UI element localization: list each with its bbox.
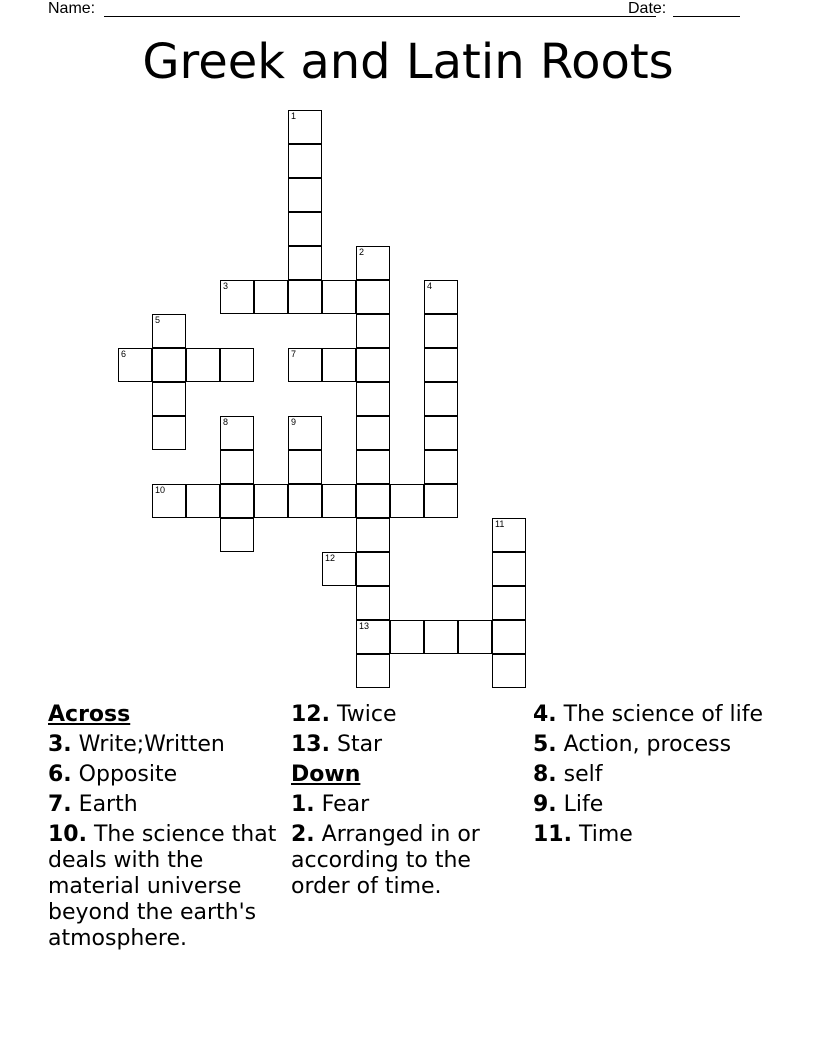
grid-cell[interactable] — [288, 484, 322, 518]
grid-cell[interactable] — [424, 314, 458, 348]
grid-cell[interactable] — [356, 484, 390, 518]
grid-cell[interactable] — [288, 212, 322, 246]
clue-down-1: 1. Fear — [291, 792, 370, 817]
clue-column-3 — [533, 702, 768, 852]
clue-across-7: 7. Earth — [48, 792, 138, 817]
clue-down-5: 5. Action, process — [533, 732, 732, 757]
grid-cell[interactable] — [186, 348, 220, 382]
grid-cell[interactable] — [288, 110, 322, 144]
grid-cell[interactable] — [356, 518, 390, 552]
grid-cell[interactable] — [424, 620, 458, 654]
grid-cell[interactable] — [288, 348, 322, 382]
clue-down-2: 2. Arranged in or according to the order of time. — [291, 822, 480, 899]
name-label: Name: — [48, 0, 96, 17]
grid-cell[interactable] — [356, 314, 390, 348]
across-heading: Across — [48, 702, 131, 727]
clue-across-12: 12. Twice — [291, 702, 397, 727]
clue-number: 1 — [291, 111, 297, 121]
grid-cell[interactable] — [458, 620, 492, 654]
clue-down-11: 11. Time — [533, 822, 633, 847]
clue-number: 2 — [359, 247, 365, 257]
grid-cell[interactable] — [424, 450, 458, 484]
clue-column-2 — [291, 702, 526, 904]
clue-number: 5 — [155, 315, 161, 325]
grid-cell[interactable] — [424, 348, 458, 382]
grid-cell[interactable] — [254, 484, 288, 518]
grid-cell[interactable] — [322, 484, 356, 518]
clue-across-10: 10. The science that deals with the material universe beyond the earth's atmosphere. — [48, 822, 277, 951]
grid-cell[interactable] — [424, 280, 458, 314]
grid-cell[interactable] — [356, 280, 390, 314]
clue-column-1 — [48, 702, 283, 956]
date-label: Date: — [628, 0, 667, 17]
grid-cell[interactable] — [322, 348, 356, 382]
grid-cell[interactable] — [220, 518, 254, 552]
grid-cell[interactable] — [152, 348, 186, 382]
grid-cell[interactable] — [220, 484, 254, 518]
grid-cell[interactable] — [492, 552, 526, 586]
clue-down-4: 4. The science of life — [533, 702, 764, 727]
grid-cell[interactable] — [118, 348, 152, 382]
page-title: Greek and Latin Roots — [142, 34, 674, 90]
down-heading: Down — [291, 762, 361, 787]
grid-cell[interactable] — [356, 620, 390, 654]
grid-cell[interactable] — [356, 450, 390, 484]
grid-cell[interactable] — [288, 178, 322, 212]
grid-cell[interactable] — [220, 348, 254, 382]
grid-cell[interactable] — [356, 382, 390, 416]
grid-cell[interactable] — [356, 586, 390, 620]
clue-number: 9 — [291, 417, 297, 427]
grid-cell[interactable] — [390, 484, 424, 518]
clue-number: 8 — [223, 417, 229, 427]
clue-number: 13 — [359, 621, 370, 631]
grid-cell[interactable] — [220, 450, 254, 484]
clue-across-3: 3. Write;Written — [48, 732, 225, 757]
grid-cell[interactable] — [390, 620, 424, 654]
grid-cell[interactable] — [152, 416, 186, 450]
clue-number: 6 — [121, 349, 127, 359]
clue-number: 10 — [155, 485, 166, 495]
grid-cell[interactable] — [492, 586, 526, 620]
grid-cell[interactable] — [356, 654, 390, 688]
clue-across-6: 6. Opposite — [48, 762, 178, 787]
clue-across-13: 13. Star — [291, 732, 383, 757]
clue-number: 7 — [291, 349, 297, 359]
clue-number: 3 — [223, 281, 229, 291]
clue-down-8: 8. self — [533, 762, 603, 787]
grid-cell[interactable] — [424, 416, 458, 450]
grid-cell[interactable] — [356, 552, 390, 586]
grid-cell[interactable] — [288, 246, 322, 280]
grid-cell[interactable] — [356, 416, 390, 450]
grid-cell[interactable] — [492, 620, 526, 654]
grid-cell[interactable] — [288, 144, 322, 178]
grid-cell[interactable] — [492, 654, 526, 688]
grid-cell[interactable] — [220, 280, 254, 314]
grid-cell[interactable] — [322, 280, 356, 314]
grid-cell[interactable] — [288, 280, 322, 314]
grid-cell[interactable] — [424, 382, 458, 416]
grid-cell[interactable] — [356, 348, 390, 382]
grid-cell[interactable] — [220, 416, 254, 450]
grid-cell[interactable] — [424, 484, 458, 518]
clue-down-9: 9. Life — [533, 792, 604, 817]
grid-cell[interactable] — [288, 416, 322, 450]
clue-number: 11 — [495, 519, 505, 529]
grid-cell[interactable] — [152, 314, 186, 348]
grid-cell[interactable] — [254, 280, 288, 314]
grid-cell[interactable] — [356, 246, 390, 280]
clue-number: 4 — [427, 281, 433, 291]
grid-cell[interactable] — [186, 484, 220, 518]
grid-cell[interactable] — [322, 552, 356, 586]
grid-cell[interactable] — [288, 450, 322, 484]
grid-cell[interactable] — [152, 484, 186, 518]
clue-number: 12 — [325, 553, 336, 563]
grid-cell[interactable] — [152, 382, 186, 416]
grid-cell[interactable] — [492, 518, 526, 552]
